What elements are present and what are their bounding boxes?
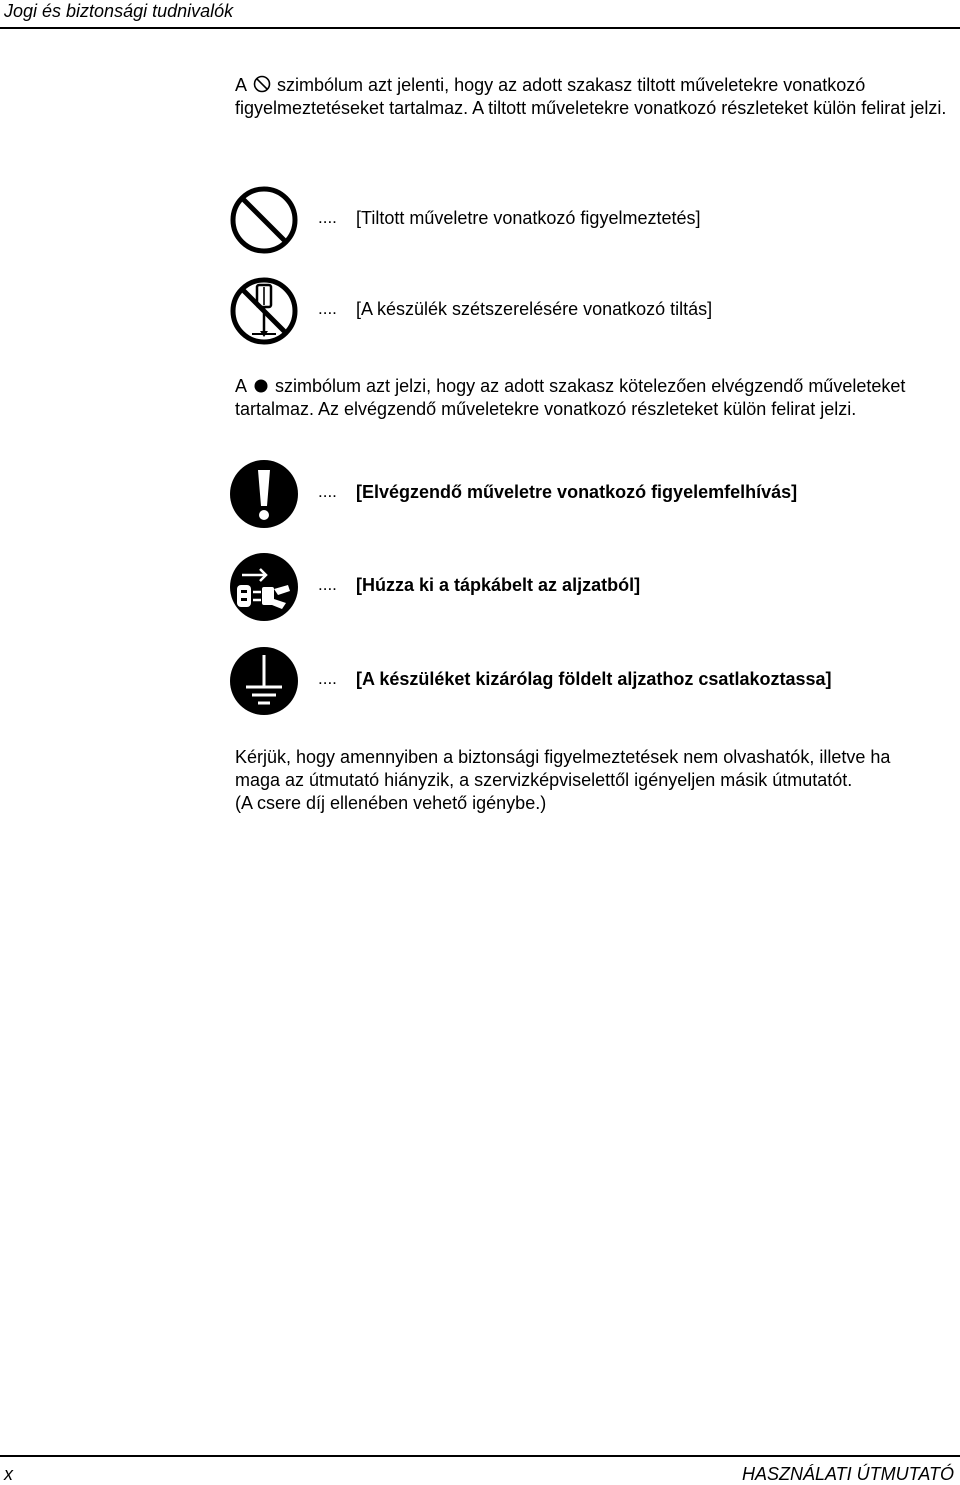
header-rule <box>0 27 960 29</box>
footer-title: HASZNÁLATI ÚTMUTATÓ <box>741 1464 954 1484</box>
inline-mandatory-dot-icon <box>253 378 269 394</box>
footer-page-number: x <box>4 1464 13 1484</box>
closing-line-3: (A csere díj ellenében vehető igénybe.) <box>235 793 547 813</box>
inline-prohibited-icon <box>253 75 271 93</box>
prohibited-intro-prefix: A <box>235 75 247 95</box>
symbol-row-exclamation <box>228 458 928 530</box>
footer-rule <box>0 1455 960 1457</box>
prohibited-icon <box>228 184 300 256</box>
no-disassembly-icon <box>228 275 300 347</box>
closing-line-1: Kérjük, hogy amennyiben a biztonsági figyelmeztetések nem olvashatók, illetve ha <box>235 747 891 767</box>
symbol-dots: .... <box>318 575 337 594</box>
symbol-label: [A készülék szétszerelésére vonatkozó tiltás] <box>356 299 713 319</box>
symbol-row-ground <box>228 645 928 717</box>
closing-line-2: maga az útmutató hiányzik, a szervizképviselettől igényeljen másik útmutatót. <box>235 770 853 790</box>
page-header <box>0 0 960 28</box>
symbol-label: [Húzza ki a tápkábelt az aljzatból] <box>356 575 641 595</box>
symbol-dots: .... <box>318 482 337 501</box>
closing-paragraph <box>235 746 960 815</box>
mandatory-intro-prefix: A <box>235 376 247 396</box>
mandatory-intro-paragraph <box>235 375 955 421</box>
symbol-row-prohibited <box>228 184 928 256</box>
ground-icon <box>228 645 300 717</box>
symbol-dots: .... <box>318 669 337 688</box>
symbol-row-no-disassembly <box>228 275 928 347</box>
symbol-label: [Elvégzendő műveletre vonatkozó figyelemfelhívás] <box>356 482 798 502</box>
symbol-dots: .... <box>318 299 337 318</box>
mandatory-intro-text: szimbólum azt jelzi, hogy az adott szakasz kötelezően elvégzendő műveleteket tartalmaz. Az elvégzendő műveletekre vonatkozó részleteket külön felirat jelzi. <box>235 376 906 419</box>
symbol-label: [A készüléket kizárólag földelt aljzathoz csatlakoztassa] <box>356 669 832 689</box>
symbol-row-unplug <box>228 551 928 623</box>
exclamation-icon <box>228 458 300 530</box>
symbol-label: [Tiltott műveletre vonatkozó figyelmeztetés] <box>356 208 701 228</box>
prohibited-intro-text: szimbólum azt jelenti, hogy az adott szakasz tiltott műveletekre vonatkozó figyelmeztetéseket tartalmaz. A tiltott műveletekre vonatkozó részleteket külön felirat jelzi. <box>235 75 947 118</box>
symbol-dots: .... <box>318 208 337 227</box>
header-title: Jogi és biztonsági tudnivalók <box>4 1 234 21</box>
unplug-icon <box>228 551 300 623</box>
prohibited-intro-paragraph <box>235 74 955 120</box>
